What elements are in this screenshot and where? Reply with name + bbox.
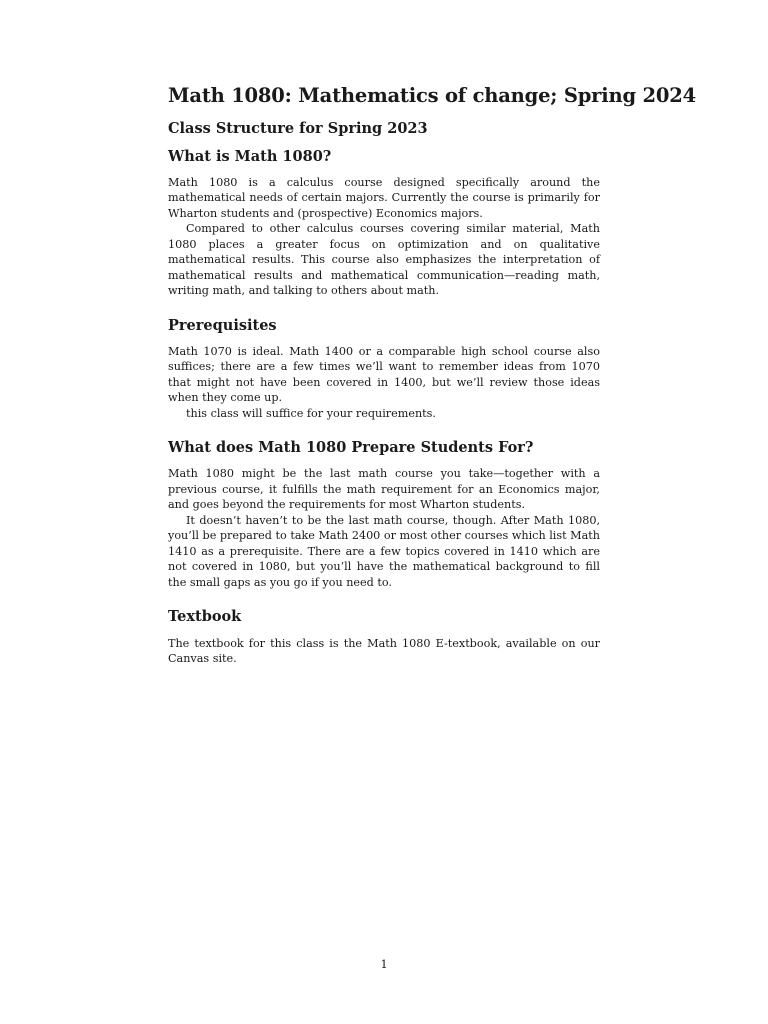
paragraph: It doesn’t haven’t to be the last math course, though. After Math 1080, you’ll be prepared to take Math 2400 or most other courses which list Math 1410 as a prerequisite. There are a few topics covered in 1410 which are not covered in 1080, but you’ll have the mathematical background to fill the small gaps as you go if you need to. [168, 513, 600, 589]
page-number: 1 [380, 958, 388, 971]
section-heading-textbook: Textbook [168, 608, 242, 626]
paragraph: Math 1070 is ideal. Math 1400 or a comparable high school course also suffices; there are a few times we’ll want to remember ideas from 1070 that might not have been covered in 1400, but we’ll review those ideas when they come up. [168, 344, 600, 405]
section-prerequisites [168, 317, 600, 422]
section-prepare [168, 439, 600, 590]
paragraph: Math 1080 might be the last math course you take—together with a previous course, it fulfills the math requirement for an Economics major, and goes beyond the requirements for most Wharton students. [168, 467, 600, 512]
document-page [168, 84, 696, 667]
section-textbook [168, 608, 600, 666]
paragraph: this class will suffice for your requirements. [186, 406, 436, 420]
section-what-is [168, 148, 600, 299]
paragraph: Math 1080 is a calculus course designed specifically around the mathematical needs of certain majors. Currently the course is primarily for Wharton students and (prospective) Economics majors. [168, 175, 600, 220]
section-heading-prerequisites: Prerequisites [168, 316, 277, 334]
section-heading-what-is: What is Math 1080? [168, 147, 332, 165]
section-heading-prepare: What does Math 1080 Prepare Students For? [168, 439, 534, 457]
document-title: Math 1080: Mathematics of change; Spring 2024 [168, 84, 696, 107]
document-subtitle: Class Structure for Spring 2023 [168, 120, 428, 138]
paragraph: The textbook for this class is the Math 1080 E-textbook, available on our Canvas site. [168, 636, 600, 665]
paragraph: Compared to other calculus courses covering similar material, Math 1080 places a greater focus on optimization and on qualitative mathematical results. This course also emphasizes the interpretation of mathematical results and mathematical communication—reading math, writing math, and talking to others about math. [168, 222, 600, 298]
